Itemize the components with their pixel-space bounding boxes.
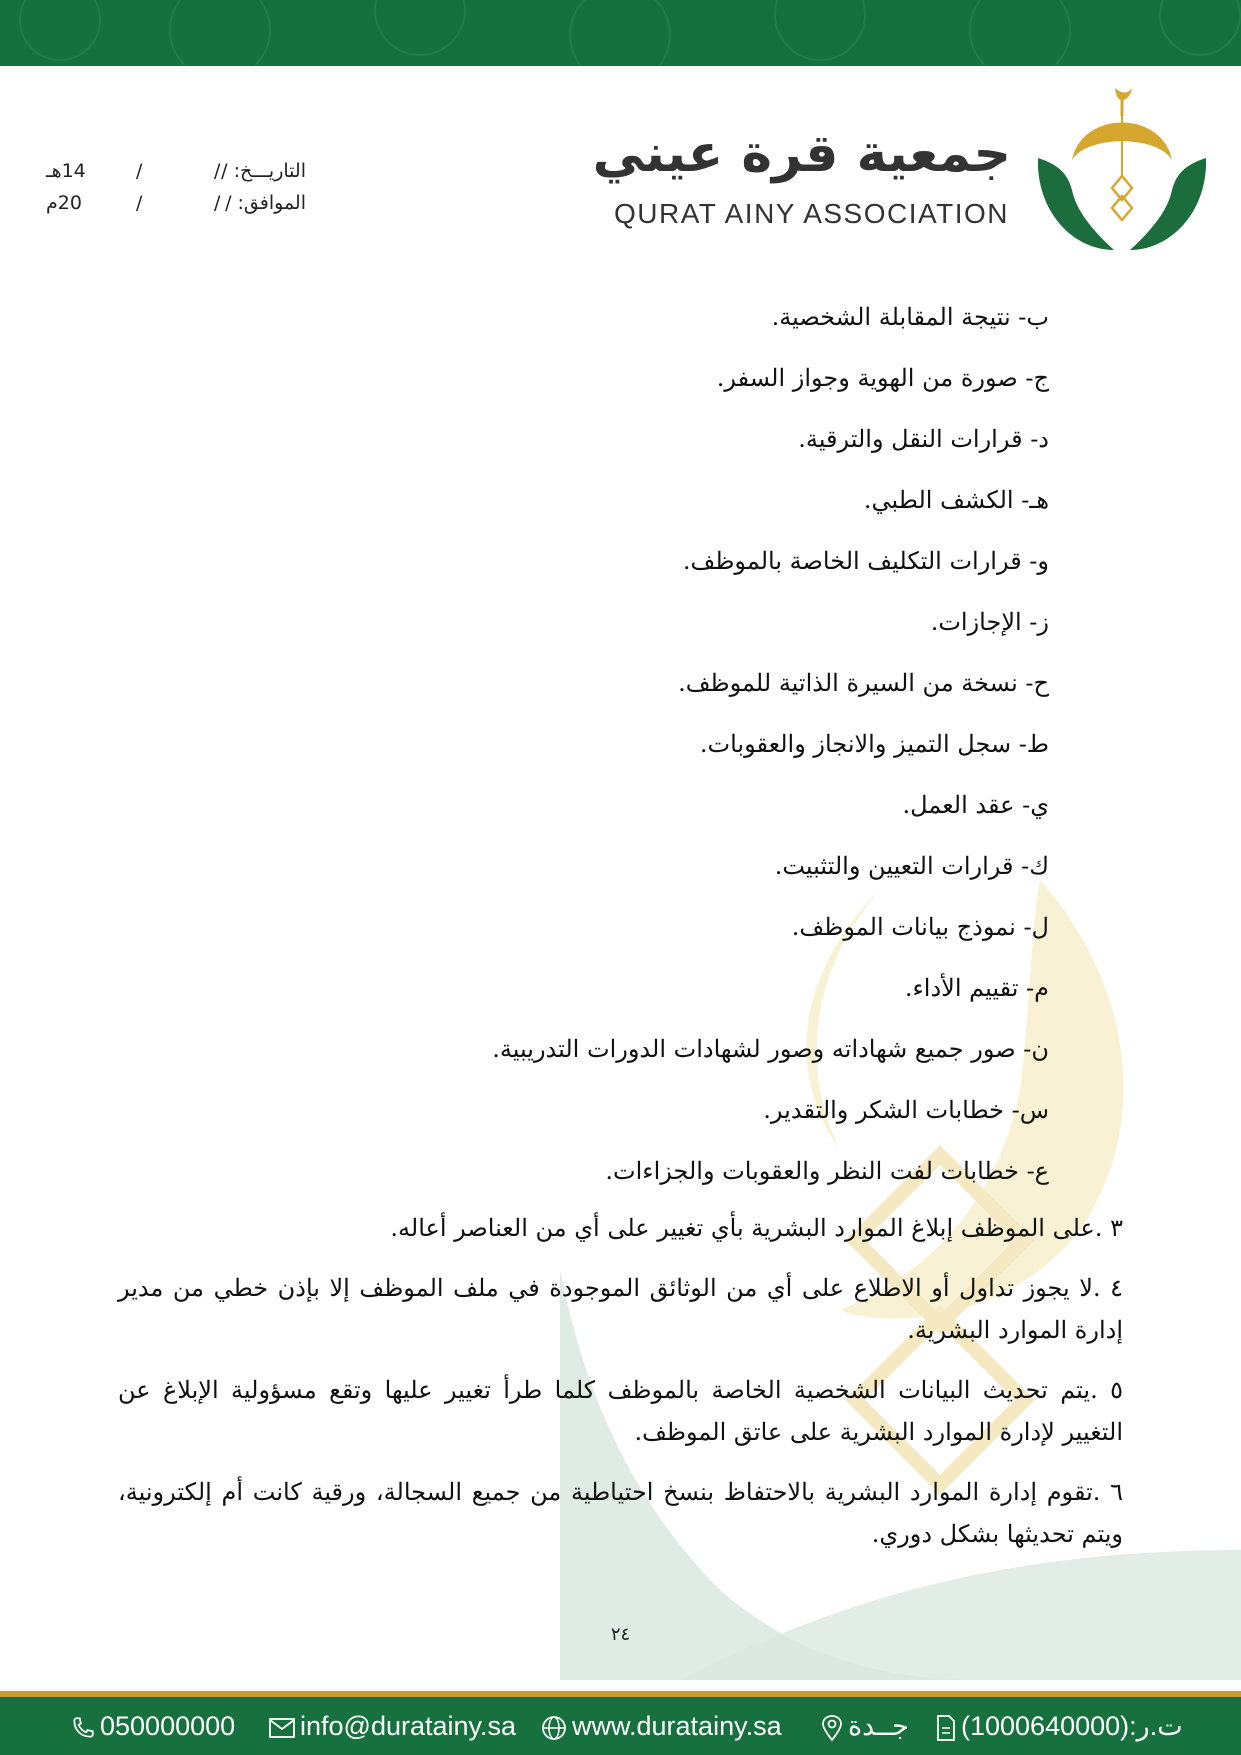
gregorian-date-line (36, 192, 306, 224)
list-item: ك- قرارات التعيين والتثبيت. (774, 852, 1049, 880)
hijri-suffix: 14هـ (46, 160, 86, 182)
footer (0, 1697, 1241, 1755)
email-text: info@duratainy.sa (300, 1711, 517, 1741)
list-item: ط- سجل التميز والانجاز والعقوبات. (699, 730, 1049, 758)
list-item: ن- صور جميع شهاداته وصور لشهادات الدورات التدريبية. (492, 1035, 1049, 1063)
document-body (118, 292, 1123, 1573)
website-text: www.duratainy.sa (572, 1711, 782, 1741)
date-separator: / (214, 192, 221, 214)
list-item: ل- نموذج بيانات الموظف. (791, 913, 1049, 941)
list-item: ح- نسخة من السيرة الذاتية للموظف. (678, 669, 1049, 697)
footer-license (935, 1710, 1183, 1742)
license-text: (1000640000):ت.ر (961, 1711, 1183, 1741)
list-item: هـ- الكشف الطبي. (863, 486, 1049, 514)
city-text: جــدة (848, 1711, 909, 1741)
org-name-arabic: جمعية قرة عيني (592, 124, 1011, 184)
mail-icon (268, 1717, 296, 1739)
paragraph: ٤ .لا يجوز تداول أو الاطلاع على أي من الوثائق الموجودة في ملف الموظف إلا بإذن خطي من مدير إدارة الموارد البشرية. (118, 1274, 1123, 1344)
logo-emblem (1032, 80, 1212, 265)
phone-text: 050000000 (100, 1711, 236, 1741)
location-pin-icon (820, 1714, 844, 1742)
footer-website[interactable] (540, 1710, 782, 1742)
document-icon (935, 1714, 957, 1742)
paragraph: ٣ .على الموظف إبلاغ الموارد البشرية بأي تغيير على أي من العناصر أعاله. (390, 1214, 1123, 1242)
gregorian-suffix: 20م (46, 192, 82, 214)
date-box (36, 160, 306, 224)
paragraph: ٦ .تقوم إدارة الموارد البشرية بالاحتفاظ بنسخ احتياطية من جميع السجالة، ورقية كانت أم إلكترونية، ويتم تحديثها بشكل دوري. (118, 1478, 1123, 1548)
list-item: ب- نتيجة المقابلة الشخصية. (771, 303, 1049, 331)
list-item: ي- عقد العمل. (902, 791, 1049, 819)
date-separator: / (136, 192, 143, 214)
list-item: س- خطابات الشكر والتقدير. (763, 1096, 1049, 1124)
list-item: ج- صورة من الهوية وجواز السفر. (716, 364, 1049, 392)
org-name-english: QURAT AINY ASSOCIATION (613, 198, 1009, 229)
list-item: ز- الإجازات. (930, 608, 1049, 636)
paragraph: ٥ .يتم تحديث البيانات الشخصية الخاصة بالموظف كلما طرأ تغيير عليها وتقع مسؤولية الإبلاغ عن التغيير لإدارة الموارد البشرية على عاتق الموظف. (118, 1376, 1123, 1446)
list-item: د- قرارات النقل والترقية. (798, 425, 1049, 453)
footer-phone[interactable] (70, 1710, 235, 1742)
date-label: التاريـــخ: / (221, 160, 306, 182)
hijri-date-line (36, 160, 306, 192)
list-item: م- تقييم الأداء. (904, 974, 1049, 1002)
list-item: ع- خطابات لفت النظر والعقوبات والجزاءات. (605, 1157, 1049, 1185)
page-number: ٢٤ (610, 1624, 631, 1645)
globe-icon (540, 1714, 568, 1742)
band-pattern (0, 0, 1241, 66)
footer-location (820, 1710, 909, 1742)
date-separator: / (214, 160, 221, 182)
phone-icon (70, 1715, 96, 1741)
top-decorative-band (0, 0, 1241, 66)
list-item: و- قرارات التكليف الخاصة بالموظف. (682, 547, 1049, 575)
date-separator: / (136, 160, 143, 182)
equiv-label: الموافق: / (225, 192, 306, 214)
footer-email[interactable] (268, 1710, 516, 1742)
